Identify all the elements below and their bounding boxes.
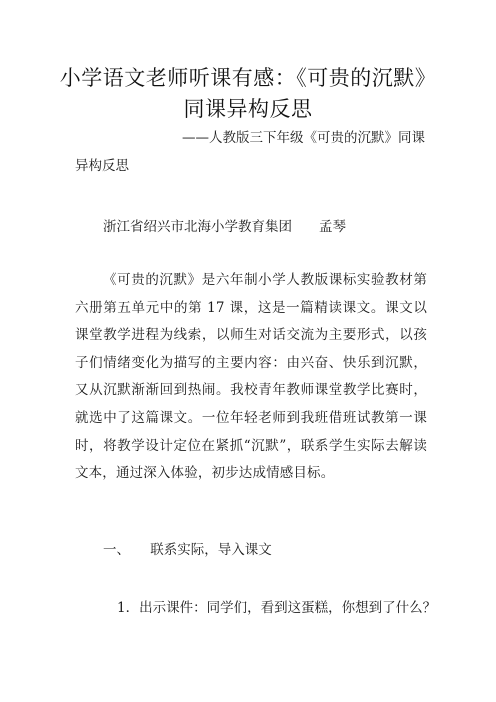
list-item: 1．出示课件：同学们，看到这蛋糕，你想到了什么？ — [117, 600, 437, 616]
subtitle-line-2: 异构反思 — [75, 158, 129, 174]
document-title-line-1: 小学语文老师听课有感：《可贵的沉默》 — [59, 66, 437, 90]
author-line: 浙江省绍兴市北海小学教育集团 孟琴 — [103, 219, 346, 235]
intro-paragraph: 《可贵的沉默》是六年制小学人教版课标实验教材第六册第五单元中的第 17 课，这是一篇精读课文。课文以课堂教学进程为线索，以师生对话交流为主要形式，以孩子们情绪变化为描写的主要内容：由兴奋、快乐到沉默，又从沉默渐渐回到热闹。我校青年教师课堂教学比赛时，就选中了这篇课文。一位年轻老师到我班借班试教第一课时，将教学设计定位在紧抓“沉默”，联系学生实际去解读文本，通过深入体验，初步达成情感目标。 — [75, 272, 427, 482]
document-title-line-2: 同课异构反思 — [183, 97, 313, 121]
section-heading: 一、 联系实际，导入课文 — [103, 542, 272, 558]
subtitle-line-1: ——人教版三下年级《可贵的沉默》同课 — [182, 130, 425, 146]
